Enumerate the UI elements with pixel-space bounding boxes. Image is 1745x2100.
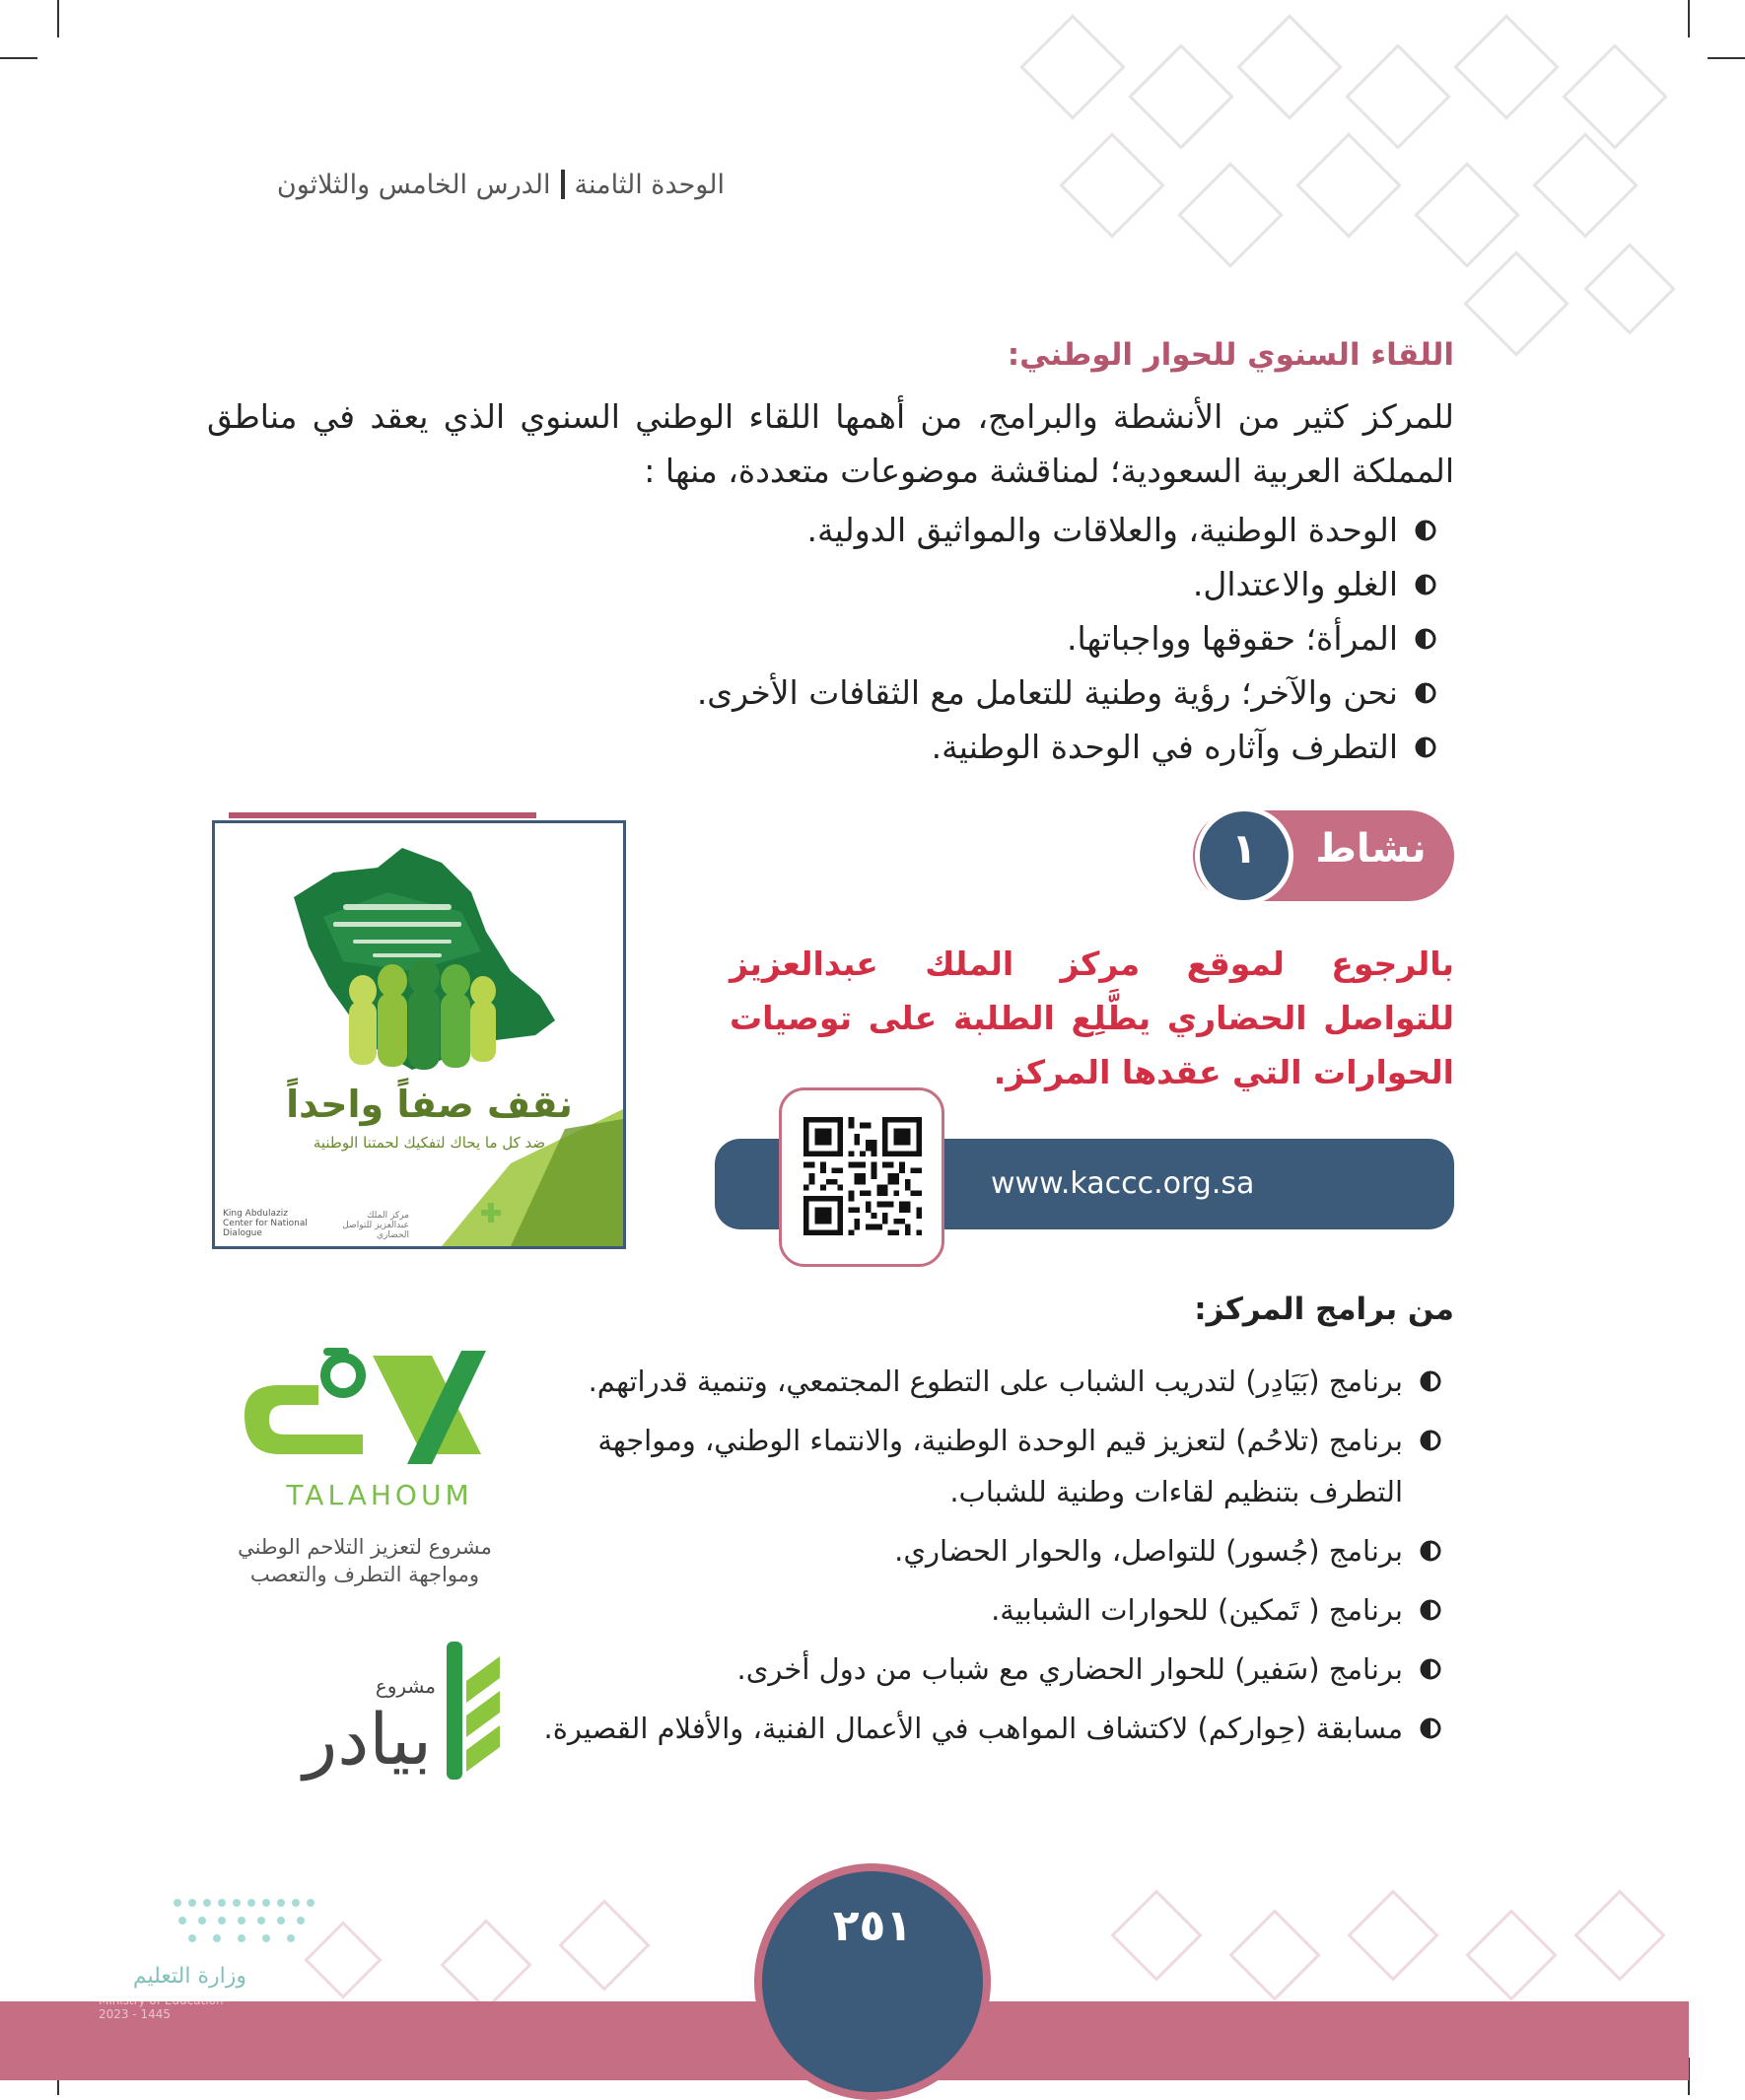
- programs-list: [537, 1356, 1454, 1762]
- bayader-wordmark: بيادر: [303, 1698, 432, 1781]
- half-circle-bullet-icon: [1419, 1539, 1442, 1563]
- section-paragraph: للمركز كثير من الأنشطة والبرامج، من أهمها اللقاء الوطني السنوي الذي يعقد في مناطق المملكة العربية السعودية؛ لمناقشة موضوعات متعددة، منها :: [207, 397, 1454, 490]
- poster-title: نقف صفاً واحداً: [286, 1083, 573, 1126]
- talahoum-logo-icon: [225, 1346, 501, 1479]
- talahoum-description: مشروع لتعزيز التلاحم الوطني ومواجهة التطرف والتعصب: [238, 1535, 492, 1586]
- crop-mark: [0, 57, 37, 59]
- list-item: الوحدة الوطنية، والعلاقات والمواثيق الدولية.: [592, 503, 1449, 557]
- unit-title: الوحدة الثامنة: [574, 170, 725, 200]
- list-item: برنامج (سَفير) للحوار الحضاري مع شباب من دول أخرى.: [537, 1644, 1454, 1695]
- poster-subtitle: ضد كل ما يحاك لتفكيك لحمتنا الوطنية: [313, 1134, 546, 1152]
- list-item: مسابقة (حِواركم) لاكتشاف المواهب في الأعمال الفنية، والأفلام القصيرة.: [537, 1703, 1454, 1754]
- national-dialogue-poster: [212, 820, 626, 1249]
- bayader-project-label: مشروع: [375, 1674, 436, 1698]
- crop-mark: [1688, 0, 1690, 37]
- activity-label: نشاط: [1315, 826, 1427, 872]
- half-circle-bullet-icon: [1414, 573, 1437, 596]
- ministry-name-english: Ministry of Education 2023 - 1445: [99, 1994, 224, 2021]
- list-item: المرأة؛ حقوقها وواجباتها.: [592, 611, 1449, 665]
- poster-org-arabic: مركز الملك عبدالعزيز للتواصل الحضاري: [342, 1211, 409, 1240]
- topics-list: [592, 503, 1449, 774]
- page-header: [207, 170, 725, 200]
- list-item: التطرف وآثاره في الوحدة الوطنية.: [592, 720, 1449, 774]
- talahoum-english-name: TALAHOUM: [286, 1479, 473, 1511]
- half-circle-bullet-icon: [1419, 1657, 1442, 1681]
- list-item: برنامج (بَيَادِر) لتدريب الشباب على التطوع المجتمعي، وتنمية قدراتهم.: [537, 1356, 1454, 1407]
- page-number: ٢٥١: [832, 1901, 913, 1951]
- ministry-name-arabic: وزارة التعليم: [132, 1964, 246, 1989]
- half-circle-bullet-icon: [1419, 1429, 1442, 1452]
- list-item: برنامج (جُسور) للتواصل، والحوار الحضاري.: [537, 1525, 1454, 1576]
- lesson-title: الدرس الخامس والثلاثون: [276, 170, 551, 200]
- half-circle-bullet-icon: [1414, 627, 1437, 651]
- half-circle-bullet-icon: [1414, 681, 1437, 705]
- ministry-logo-icon: [168, 1893, 325, 1952]
- poster-org-english: King Abdulaziz Center for National Dialogue: [223, 1209, 308, 1238]
- half-circle-bullet-icon: [1419, 1369, 1442, 1393]
- list-item: برنامج ( تَمكين) للحوارات الشبابية.: [537, 1584, 1454, 1636]
- section-heading-annual-meeting: اللقاء السنوي للحوار الوطني:: [1007, 337, 1454, 373]
- activity-instructions: بالرجوع لموقع مركز الملك عبدالعزيز للتواصل الحضاري يطَّلِع الطلبة على توصيات الحوارات التي عقدها المركز.: [730, 945, 1454, 1091]
- website-link[interactable]: www.kaccc.org.sa: [991, 1166, 1255, 1201]
- section-heading-programs: من برامج المركز:: [1194, 1292, 1454, 1327]
- half-circle-bullet-icon: [1419, 1598, 1442, 1622]
- header-separator: [561, 170, 565, 199]
- list-item: الغلو والاعتدال.: [592, 557, 1449, 611]
- half-circle-bullet-icon: [1414, 735, 1437, 759]
- list-item: نحن والآخر؛ رؤية وطنية للتعامل مع الثقافات الأخرى.: [592, 665, 1449, 720]
- list-item: برنامج (تلاحُم) لتعزيز قيم الوحدة الوطنية، والانتماء الوطني، ومواجهة التطرف بتنظيم لقاءات وطنية للشباب.: [537, 1415, 1454, 1517]
- half-circle-bullet-icon: [1419, 1716, 1442, 1740]
- half-circle-bullet-icon: [1414, 519, 1437, 542]
- crop-mark: [1708, 57, 1745, 59]
- qr-code-icon[interactable]: [803, 1114, 922, 1238]
- crop-mark: [57, 0, 59, 37]
- bayader-logo-icon: [439, 1637, 508, 1785]
- poster-top-bar: [229, 812, 536, 818]
- page-number-circle: [754, 1863, 991, 2100]
- saudi-map-illustration: [215, 823, 623, 1246]
- activity-number: ١: [1231, 824, 1257, 873]
